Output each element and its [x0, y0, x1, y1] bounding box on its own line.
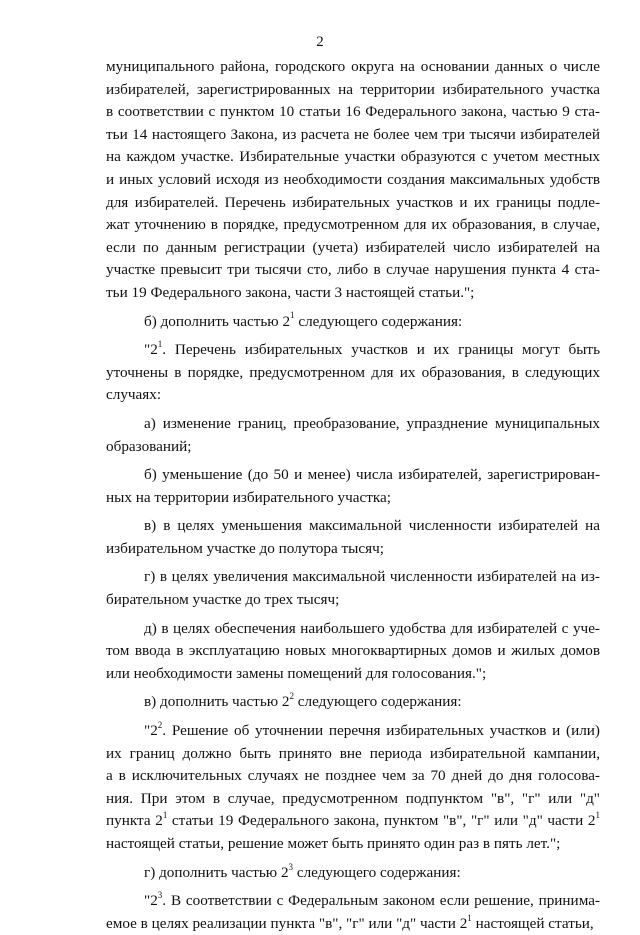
text-line: [106, 214, 600, 237]
superscript: 3: [288, 861, 294, 872]
text-segment: следующего содержания:: [294, 312, 463, 330]
text-line: [106, 146, 600, 169]
text-segment: а) изменение границ, преобразование, упразднение муниципальных: [144, 414, 600, 432]
text-line: [106, 810, 600, 833]
paragraph: [106, 618, 600, 686]
text-line: [106, 237, 600, 260]
text-line: [106, 743, 600, 766]
paragraph: [106, 464, 600, 509]
text-segment: "2: [144, 341, 158, 359]
text-segment: в) в целях уменьшения максимальной численности избирателей на: [144, 517, 600, 535]
text-segment: бирательном участке до трех тысяч;: [106, 591, 340, 609]
text-segment: тьи 19 Федерального закона, части 3 настоящей статьи.";: [106, 283, 475, 301]
superscript: 1: [290, 310, 295, 321]
text-segment: . Решение об уточнении перечня избирательных участков и (или): [162, 722, 600, 740]
document-body: [106, 56, 600, 935]
text-segment: г) в целях увеличения максимальной численности избирателей на из-: [144, 568, 600, 586]
text-line: [106, 384, 600, 407]
paragraph: [106, 56, 600, 305]
superscript: 1: [467, 912, 472, 923]
text-segment: их границ должно быть принято вне периода избирательной кампании,: [106, 744, 600, 762]
text-line: [106, 362, 600, 385]
text-segment: избирательном участке до полутора тысяч;: [106, 539, 384, 557]
text-segment: и иных условий исходя из необходимости создания максимальных удобств: [106, 170, 600, 188]
text-segment: избирателей, зарегистрированных на территории избирательного участка: [106, 80, 600, 98]
text-segment: б) дополнить частью 2: [144, 312, 291, 330]
text-segment: емое в целях реализации пункта "в", "г" или "д" части 2: [106, 914, 468, 932]
text-line: [106, 640, 600, 663]
text-line: [106, 618, 600, 641]
paragraph: [106, 691, 600, 714]
paragraph: [106, 720, 600, 856]
text-segment: настоящей статьи, решение может быть принято один раз в пять лет.";: [106, 835, 561, 852]
text-line: [106, 339, 600, 362]
text-segment: если по данным регистрации (учета) избирателей число избирателей на: [106, 238, 600, 256]
text-segment: образований;: [106, 437, 192, 455]
text-segment: "2: [144, 722, 158, 740]
paragraph: [106, 890, 600, 935]
text-segment: или необходимости замены помещений для голосования.";: [106, 664, 487, 682]
text-segment: для избирателей. Перечень избирательных участков и их границы подле-: [106, 193, 600, 211]
text-line: [106, 124, 600, 147]
text-segment: а в исключительных случаях не позднее чем за 70 дней до дня голосова-: [106, 767, 600, 785]
text-segment: в) дополнить частью 2: [144, 693, 290, 711]
text-line: [106, 487, 600, 510]
text-line: [106, 79, 600, 102]
text-line: [106, 192, 600, 215]
text-line: [106, 413, 600, 436]
paragraph: [106, 339, 600, 407]
text-line: [106, 862, 600, 885]
text-segment: "2: [144, 892, 158, 910]
text-line: [106, 720, 600, 743]
superscript: 1: [157, 339, 163, 350]
text-segment: жат уточнению в порядке, предусмотренном для их образования, в случае,: [106, 216, 600, 234]
text-segment: том ввода в эксплуатацию новых многоквартирных домов и жилых домов: [106, 642, 600, 660]
text-line: [106, 56, 600, 79]
text-segment: участке превысит три тысячи сто, либо в случае нарушения пункта 4 ста-: [106, 261, 600, 279]
paragraph: [106, 566, 600, 611]
superscript: 1: [162, 810, 168, 821]
text-line: [106, 169, 600, 192]
text-line: [106, 282, 600, 305]
text-line: [106, 589, 600, 612]
text-segment: ния. При этом в случае, предусмотренном подпунктом "в", "г" или "д": [106, 789, 600, 807]
text-line: [106, 101, 600, 124]
text-segment: статьи 19 Федерального закона, пунктом "в", "г" или "д" части 2: [167, 812, 596, 830]
text-segment: случаях:: [106, 386, 162, 404]
text-segment: б) уменьшение (до 50 и менее) числа избирателей, зарегистрирован-: [144, 466, 600, 484]
text-line: [106, 515, 600, 538]
text-segment: на каждом участке. Избирательные участки образуются с учетом местных: [106, 148, 600, 166]
text-line: [106, 691, 600, 714]
paragraph: [106, 311, 600, 334]
text-line: [106, 538, 600, 561]
text-segment: следующего содержания:: [293, 863, 461, 881]
text-segment: тьи 14 настоящего Закона, из расчета не более чем три тысячи избирателей: [106, 125, 600, 143]
text-line: [106, 788, 600, 811]
superscript: 1: [595, 810, 600, 821]
superscript: 2: [289, 691, 294, 702]
superscript: 2: [157, 720, 163, 730]
text-segment: уточнены в порядке, предусмотренном для их образования, в следующих: [106, 363, 600, 381]
text-line: [106, 890, 600, 913]
text-segment: г) дополнить частью 2: [144, 863, 289, 881]
paragraph: [106, 413, 600, 458]
text-segment: настоящей статьи,: [471, 914, 594, 932]
text-line: [106, 464, 600, 487]
paragraph: [106, 515, 600, 560]
text-line: [106, 765, 600, 788]
text-line: [106, 436, 600, 459]
page-number: 2: [316, 34, 324, 50]
text-segment: д) в целях обеспечения наибольшего удобства для избирателей с уче-: [144, 619, 600, 637]
text-segment: . В соответствии с Федеральным законом если решение, принима-: [162, 892, 600, 910]
text-segment: муниципального района, городского округа на основании данных о числе: [106, 58, 600, 75]
text-segment: пункта 2: [106, 812, 163, 830]
text-line: [106, 566, 600, 589]
text-segment: ных на территории избирательного участка;: [106, 488, 391, 506]
text-segment: в соответствии с пунктом 10 статьи 16 Федерального закона, частью 9 ста-: [106, 103, 600, 121]
paragraph: [106, 862, 600, 885]
text-line: [106, 663, 600, 686]
text-line: [106, 311, 600, 334]
superscript: 3: [157, 890, 163, 901]
text-segment: . Перечень избирательных участков и их границы могут быть: [162, 341, 600, 359]
text-line: [106, 833, 600, 856]
text-segment: следующего содержания:: [293, 693, 462, 711]
text-line: [106, 259, 600, 282]
text-line: [106, 913, 600, 935]
